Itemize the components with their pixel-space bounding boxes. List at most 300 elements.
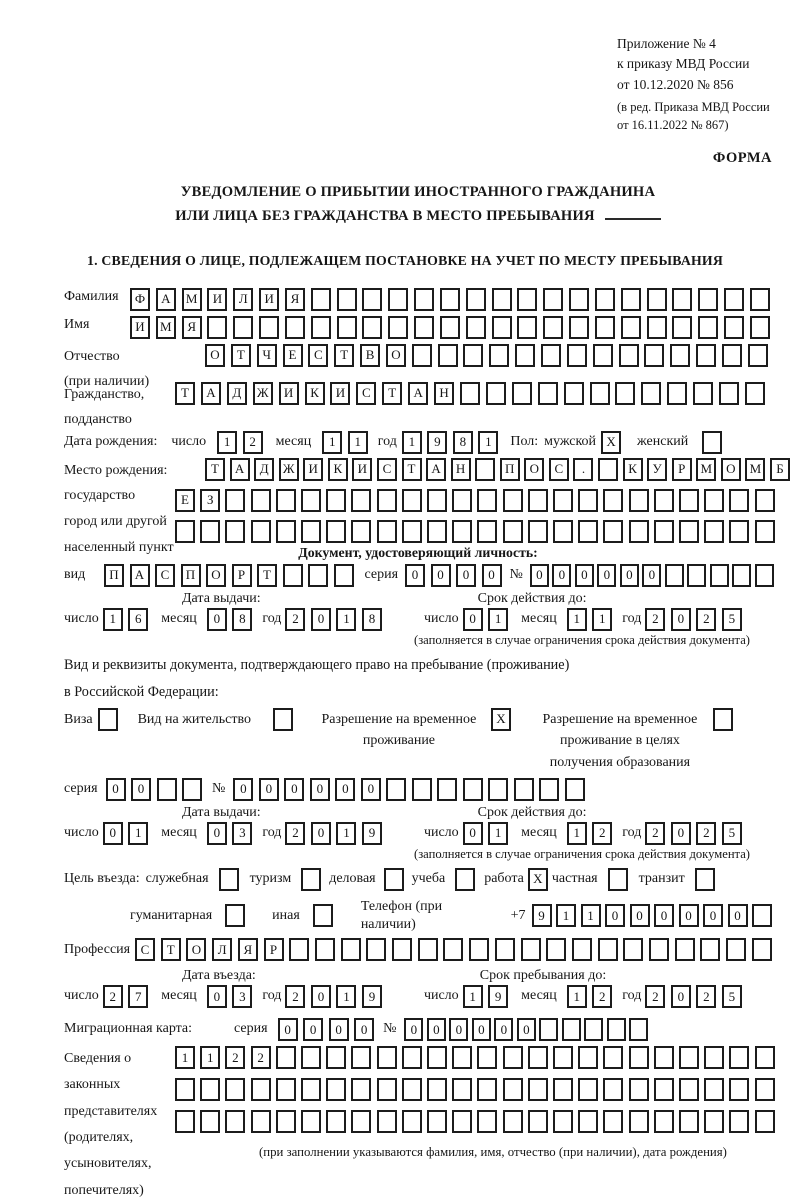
char-cell[interactable]: З <box>200 489 220 512</box>
char-cell[interactable]: О <box>524 458 544 481</box>
char-cell[interactable] <box>157 778 177 801</box>
char-cell[interactable]: 0 <box>233 778 253 801</box>
char-cell[interactable] <box>670 344 690 367</box>
char-cell[interactable] <box>311 288 331 311</box>
char-cell[interactable] <box>326 1046 346 1069</box>
char-cell[interactable] <box>629 1110 649 1133</box>
char-cell[interactable] <box>259 316 279 339</box>
char-cell[interactable] <box>276 1078 296 1101</box>
char-cell[interactable] <box>326 520 346 543</box>
char-cell[interactable] <box>641 382 661 405</box>
char-cell[interactable]: 6 <box>128 608 148 631</box>
char-cell[interactable]: Т <box>231 344 251 367</box>
char-cell[interactable] <box>427 520 447 543</box>
char-cell[interactable] <box>351 1078 371 1101</box>
char-cell[interactable] <box>569 316 589 339</box>
char-cell[interactable]: 5 <box>722 822 742 845</box>
char-cell[interactable]: 0 <box>494 1018 513 1041</box>
char-cell[interactable]: 0 <box>728 904 748 927</box>
purpose-work-checkbox[interactable]: X <box>528 868 548 891</box>
char-cell[interactable]: 0 <box>575 564 594 587</box>
char-cell[interactable] <box>598 458 618 481</box>
char-cell[interactable]: П <box>500 458 520 481</box>
char-cell[interactable] <box>704 1046 724 1069</box>
char-cell[interactable] <box>440 288 460 311</box>
char-cell[interactable] <box>649 938 669 961</box>
char-cell[interactable] <box>503 489 523 512</box>
char-cell[interactable] <box>704 489 724 512</box>
char-cell[interactable] <box>402 520 422 543</box>
char-cell[interactable] <box>337 288 357 311</box>
char-cell[interactable]: 1 <box>488 822 508 845</box>
char-cell[interactable]: 1 <box>217 431 237 454</box>
char-cell[interactable] <box>514 778 534 801</box>
char-cell[interactable]: 1 <box>592 608 612 631</box>
char-cell[interactable] <box>750 288 770 311</box>
char-cell[interactable]: 0 <box>597 564 616 587</box>
char-cell[interactable]: 1 <box>175 1046 195 1069</box>
char-cell[interactable] <box>233 316 253 339</box>
char-cell[interactable] <box>492 288 512 311</box>
purpose-transit-checkbox[interactable] <box>695 868 715 891</box>
char-cell[interactable]: Р <box>264 938 284 961</box>
char-cell[interactable] <box>726 938 746 961</box>
char-cell[interactable]: О <box>186 938 206 961</box>
char-cell[interactable] <box>595 316 615 339</box>
char-cell[interactable]: 1 <box>567 822 587 845</box>
char-cell[interactable]: А <box>408 382 428 405</box>
char-cell[interactable] <box>729 1046 749 1069</box>
char-cell[interactable] <box>392 938 412 961</box>
residence-permit-checkbox[interactable] <box>273 708 293 731</box>
char-cell[interactable]: 0 <box>404 1018 423 1041</box>
char-cell[interactable] <box>629 1018 648 1041</box>
char-cell[interactable]: 0 <box>311 608 331 631</box>
char-cell[interactable] <box>412 344 432 367</box>
char-cell[interactable]: 8 <box>232 608 252 631</box>
char-cell[interactable]: 2 <box>592 822 612 845</box>
char-cell[interactable] <box>301 1110 321 1133</box>
char-cell[interactable]: 1 <box>103 608 123 631</box>
char-cell[interactable] <box>732 564 751 587</box>
char-cell[interactable] <box>679 520 699 543</box>
char-cell[interactable] <box>672 316 692 339</box>
char-cell[interactable]: 1 <box>581 904 601 927</box>
char-cell[interactable]: И <box>352 458 372 481</box>
char-cell[interactable]: Т <box>257 564 277 587</box>
char-cell[interactable] <box>182 778 202 801</box>
char-cell[interactable]: Я <box>285 288 305 311</box>
char-cell[interactable] <box>621 316 641 339</box>
char-cell[interactable] <box>351 1110 371 1133</box>
char-cell[interactable]: 1 <box>488 608 508 631</box>
char-cell[interactable]: 8 <box>453 431 473 454</box>
char-cell[interactable]: 1 <box>402 431 422 454</box>
char-cell[interactable]: Л <box>233 288 253 311</box>
char-cell[interactable] <box>667 382 687 405</box>
char-cell[interactable] <box>503 1046 523 1069</box>
char-cell[interactable] <box>276 489 296 512</box>
char-cell[interactable]: 0 <box>463 822 483 845</box>
char-cell[interactable]: М <box>745 458 765 481</box>
char-cell[interactable] <box>629 520 649 543</box>
char-cell[interactable]: О <box>205 344 225 367</box>
char-cell[interactable] <box>402 489 422 512</box>
char-cell[interactable] <box>543 288 563 311</box>
char-cell[interactable]: 1 <box>567 985 587 1008</box>
char-cell[interactable] <box>603 520 623 543</box>
char-cell[interactable]: 0 <box>482 564 502 587</box>
char-cell[interactable]: . <box>573 458 593 481</box>
char-cell[interactable] <box>722 344 742 367</box>
char-cell[interactable]: М <box>182 288 202 311</box>
char-cell[interactable] <box>562 1018 581 1041</box>
char-cell[interactable]: 2 <box>285 822 305 845</box>
char-cell[interactable] <box>515 344 535 367</box>
char-cell[interactable]: С <box>356 382 376 405</box>
char-cell[interactable] <box>438 344 458 367</box>
char-cell[interactable]: Т <box>175 382 195 405</box>
char-cell[interactable] <box>750 316 770 339</box>
char-cell[interactable]: Л <box>212 938 232 961</box>
char-cell[interactable] <box>654 520 674 543</box>
char-cell[interactable]: Ф <box>130 288 150 311</box>
char-cell[interactable] <box>654 1110 674 1133</box>
char-cell[interactable]: И <box>130 316 150 339</box>
char-cell[interactable] <box>698 316 718 339</box>
char-cell[interactable]: П <box>181 564 201 587</box>
char-cell[interactable]: 2 <box>285 608 305 631</box>
char-cell[interactable]: 2 <box>696 985 716 1008</box>
char-cell[interactable] <box>477 1078 497 1101</box>
char-cell[interactable]: 2 <box>225 1046 245 1069</box>
char-cell[interactable] <box>665 564 684 587</box>
char-cell[interactable] <box>629 1046 649 1069</box>
char-cell[interactable] <box>729 1110 749 1133</box>
char-cell[interactable] <box>486 382 506 405</box>
char-cell[interactable] <box>276 1046 296 1069</box>
char-cell[interactable] <box>647 288 667 311</box>
purpose-humanitarian-checkbox[interactable] <box>225 904 245 927</box>
char-cell[interactable] <box>675 938 695 961</box>
char-cell[interactable] <box>517 316 537 339</box>
char-cell[interactable] <box>654 1078 674 1101</box>
char-cell[interactable] <box>672 288 692 311</box>
char-cell[interactable]: 7 <box>128 985 148 1008</box>
char-cell[interactable]: 0 <box>654 904 674 927</box>
char-cell[interactable] <box>644 344 664 367</box>
char-cell[interactable]: М <box>156 316 176 339</box>
char-cell[interactable]: В <box>360 344 380 367</box>
char-cell[interactable]: 2 <box>103 985 123 1008</box>
char-cell[interactable] <box>704 1110 724 1133</box>
char-cell[interactable]: К <box>305 382 325 405</box>
char-cell[interactable] <box>503 1078 523 1101</box>
char-cell[interactable] <box>724 316 744 339</box>
char-cell[interactable] <box>200 1078 220 1101</box>
char-cell[interactable] <box>377 489 397 512</box>
char-cell[interactable]: 0 <box>311 985 331 1008</box>
char-cell[interactable] <box>315 938 335 961</box>
char-cell[interactable]: С <box>135 938 155 961</box>
char-cell[interactable]: 0 <box>278 1018 298 1041</box>
char-cell[interactable] <box>289 938 309 961</box>
char-cell[interactable]: И <box>207 288 227 311</box>
sex-female-checkbox[interactable] <box>702 431 722 454</box>
char-cell[interactable]: 1 <box>478 431 498 454</box>
char-cell[interactable] <box>503 1110 523 1133</box>
char-cell[interactable] <box>745 382 765 405</box>
char-cell[interactable] <box>377 1110 397 1133</box>
char-cell[interactable]: С <box>155 564 175 587</box>
char-cell[interactable] <box>729 489 749 512</box>
char-cell[interactable] <box>710 564 729 587</box>
char-cell[interactable]: С <box>377 458 397 481</box>
char-cell[interactable] <box>578 1110 598 1133</box>
char-cell[interactable] <box>225 1110 245 1133</box>
char-cell[interactable] <box>311 316 331 339</box>
char-cell[interactable]: 2 <box>696 608 716 631</box>
char-cell[interactable]: Н <box>434 382 454 405</box>
char-cell[interactable]: 1 <box>336 822 356 845</box>
char-cell[interactable] <box>629 489 649 512</box>
char-cell[interactable] <box>687 564 706 587</box>
char-cell[interactable] <box>475 458 495 481</box>
char-cell[interactable] <box>696 344 716 367</box>
char-cell[interactable] <box>538 382 558 405</box>
char-cell[interactable] <box>553 1110 573 1133</box>
purpose-other-checkbox[interactable] <box>313 904 333 927</box>
char-cell[interactable] <box>418 938 438 961</box>
char-cell[interactable] <box>698 288 718 311</box>
char-cell[interactable] <box>466 316 486 339</box>
char-cell[interactable]: П <box>104 564 124 587</box>
char-cell[interactable]: А <box>230 458 250 481</box>
char-cell[interactable] <box>452 1078 472 1101</box>
char-cell[interactable] <box>301 1078 321 1101</box>
char-cell[interactable] <box>466 288 486 311</box>
char-cell[interactable] <box>175 1078 195 1101</box>
char-cell[interactable]: 0 <box>207 985 227 1008</box>
char-cell[interactable]: 0 <box>207 822 227 845</box>
char-cell[interactable] <box>595 288 615 311</box>
char-cell[interactable]: 0 <box>472 1018 491 1041</box>
char-cell[interactable] <box>512 382 532 405</box>
char-cell[interactable]: И <box>303 458 323 481</box>
char-cell[interactable] <box>377 1078 397 1101</box>
char-cell[interactable]: Ж <box>253 382 273 405</box>
char-cell[interactable]: 0 <box>103 822 123 845</box>
char-cell[interactable] <box>251 489 271 512</box>
char-cell[interactable] <box>567 344 587 367</box>
char-cell[interactable]: 0 <box>311 822 331 845</box>
char-cell[interactable] <box>654 1046 674 1069</box>
char-cell[interactable] <box>623 938 643 961</box>
char-cell[interactable] <box>564 382 584 405</box>
char-cell[interactable] <box>276 1110 296 1133</box>
char-cell[interactable] <box>251 520 271 543</box>
char-cell[interactable]: 1 <box>336 985 356 1008</box>
char-cell[interactable]: И <box>330 382 350 405</box>
char-cell[interactable] <box>301 489 321 512</box>
char-cell[interactable]: Е <box>283 344 303 367</box>
char-cell[interactable] <box>225 520 245 543</box>
char-cell[interactable]: Б <box>770 458 790 481</box>
char-cell[interactable]: Д <box>227 382 247 405</box>
char-cell[interactable]: 0 <box>449 1018 468 1041</box>
char-cell[interactable]: А <box>201 382 221 405</box>
char-cell[interactable] <box>225 489 245 512</box>
char-cell[interactable] <box>495 938 515 961</box>
char-cell[interactable]: 0 <box>361 778 381 801</box>
char-cell[interactable] <box>755 520 775 543</box>
char-cell[interactable] <box>477 520 497 543</box>
char-cell[interactable]: 8 <box>362 608 382 631</box>
char-cell[interactable]: 0 <box>671 822 691 845</box>
char-cell[interactable] <box>301 520 321 543</box>
char-cell[interactable] <box>603 1078 623 1101</box>
char-cell[interactable] <box>679 489 699 512</box>
char-cell[interactable] <box>704 520 724 543</box>
char-cell[interactable]: 0 <box>671 985 691 1008</box>
char-cell[interactable] <box>590 382 610 405</box>
char-cell[interactable] <box>528 1078 548 1101</box>
char-cell[interactable] <box>578 520 598 543</box>
char-cell[interactable] <box>619 344 639 367</box>
char-cell[interactable]: И <box>279 382 299 405</box>
char-cell[interactable]: Р <box>672 458 692 481</box>
char-cell[interactable]: Ж <box>279 458 299 481</box>
purpose-study-checkbox[interactable] <box>455 868 475 891</box>
char-cell[interactable] <box>200 1110 220 1133</box>
char-cell[interactable]: 0 <box>207 608 227 631</box>
purpose-private-checkbox[interactable] <box>608 868 628 891</box>
char-cell[interactable]: 0 <box>671 608 691 631</box>
char-cell[interactable] <box>440 316 460 339</box>
char-cell[interactable] <box>755 564 774 587</box>
char-cell[interactable] <box>251 1078 271 1101</box>
char-cell[interactable] <box>452 520 472 543</box>
char-cell[interactable]: 1 <box>556 904 576 927</box>
char-cell[interactable]: 3 <box>232 985 252 1008</box>
char-cell[interactable] <box>427 1078 447 1101</box>
char-cell[interactable] <box>755 1078 775 1101</box>
char-cell[interactable] <box>578 1078 598 1101</box>
char-cell[interactable]: О <box>386 344 406 367</box>
char-cell[interactable]: 3 <box>232 822 252 845</box>
char-cell[interactable]: О <box>206 564 226 587</box>
char-cell[interactable] <box>752 938 772 961</box>
char-cell[interactable] <box>402 1110 422 1133</box>
char-cell[interactable] <box>629 1078 649 1101</box>
char-cell[interactable]: 0 <box>405 564 425 587</box>
char-cell[interactable]: Т <box>402 458 422 481</box>
char-cell[interactable] <box>719 382 739 405</box>
char-cell[interactable]: 0 <box>131 778 151 801</box>
char-cell[interactable]: А <box>426 458 446 481</box>
purpose-commercial-checkbox[interactable] <box>384 868 404 891</box>
char-cell[interactable] <box>503 520 523 543</box>
char-cell[interactable] <box>351 1046 371 1069</box>
char-cell[interactable] <box>565 778 585 801</box>
char-cell[interactable] <box>521 938 541 961</box>
char-cell[interactable] <box>337 316 357 339</box>
char-cell[interactable]: 0 <box>303 1018 323 1041</box>
char-cell[interactable] <box>755 1110 775 1133</box>
char-cell[interactable] <box>489 344 509 367</box>
char-cell[interactable]: Я <box>182 316 202 339</box>
char-cell[interactable] <box>301 1046 321 1069</box>
char-cell[interactable]: 2 <box>251 1046 271 1069</box>
purpose-tourism-checkbox[interactable] <box>301 868 321 891</box>
char-cell[interactable]: У <box>647 458 667 481</box>
char-cell[interactable]: 9 <box>362 822 382 845</box>
char-cell[interactable]: Т <box>334 344 354 367</box>
char-cell[interactable]: 9 <box>362 985 382 1008</box>
char-cell[interactable] <box>679 1110 699 1133</box>
char-cell[interactable] <box>528 1110 548 1133</box>
char-cell[interactable]: О <box>721 458 741 481</box>
char-cell[interactable] <box>427 1110 447 1133</box>
char-cell[interactable] <box>603 1110 623 1133</box>
char-cell[interactable] <box>569 288 589 311</box>
char-cell[interactable]: С <box>549 458 569 481</box>
char-cell[interactable] <box>477 1046 497 1069</box>
char-cell[interactable] <box>603 489 623 512</box>
char-cell[interactable]: 9 <box>532 904 552 927</box>
char-cell[interactable] <box>377 1046 397 1069</box>
char-cell[interactable]: 0 <box>463 608 483 631</box>
char-cell[interactable]: 1 <box>463 985 483 1008</box>
char-cell[interactable] <box>443 938 463 961</box>
char-cell[interactable] <box>553 1078 573 1101</box>
char-cell[interactable] <box>755 489 775 512</box>
char-cell[interactable] <box>679 1046 699 1069</box>
char-cell[interactable] <box>326 1078 346 1101</box>
visa-checkbox[interactable] <box>98 708 118 731</box>
char-cell[interactable]: 1 <box>200 1046 220 1069</box>
char-cell[interactable]: 0 <box>310 778 330 801</box>
char-cell[interactable] <box>460 382 480 405</box>
char-cell[interactable] <box>693 382 713 405</box>
char-cell[interactable] <box>175 1110 195 1133</box>
char-cell[interactable] <box>225 1078 245 1101</box>
char-cell[interactable]: 0 <box>552 564 571 587</box>
char-cell[interactable]: 1 <box>322 431 342 454</box>
char-cell[interactable] <box>414 288 434 311</box>
char-cell[interactable] <box>748 344 768 367</box>
char-cell[interactable]: Т <box>161 938 181 961</box>
char-cell[interactable] <box>578 1046 598 1069</box>
char-cell[interactable]: 1 <box>348 431 368 454</box>
purpose-business-checkbox[interactable] <box>219 868 239 891</box>
char-cell[interactable] <box>351 489 371 512</box>
char-cell[interactable]: 0 <box>517 1018 536 1041</box>
char-cell[interactable] <box>308 564 328 587</box>
char-cell[interactable] <box>647 316 667 339</box>
char-cell[interactable] <box>283 564 303 587</box>
char-cell[interactable] <box>276 520 296 543</box>
char-cell[interactable] <box>477 489 497 512</box>
char-cell[interactable] <box>755 1046 775 1069</box>
char-cell[interactable] <box>388 288 408 311</box>
char-cell[interactable] <box>679 1078 699 1101</box>
char-cell[interactable]: Е <box>175 489 195 512</box>
char-cell[interactable]: 5 <box>722 608 742 631</box>
char-cell[interactable] <box>603 1046 623 1069</box>
char-cell[interactable]: Т <box>205 458 225 481</box>
char-cell[interactable] <box>607 1018 626 1041</box>
